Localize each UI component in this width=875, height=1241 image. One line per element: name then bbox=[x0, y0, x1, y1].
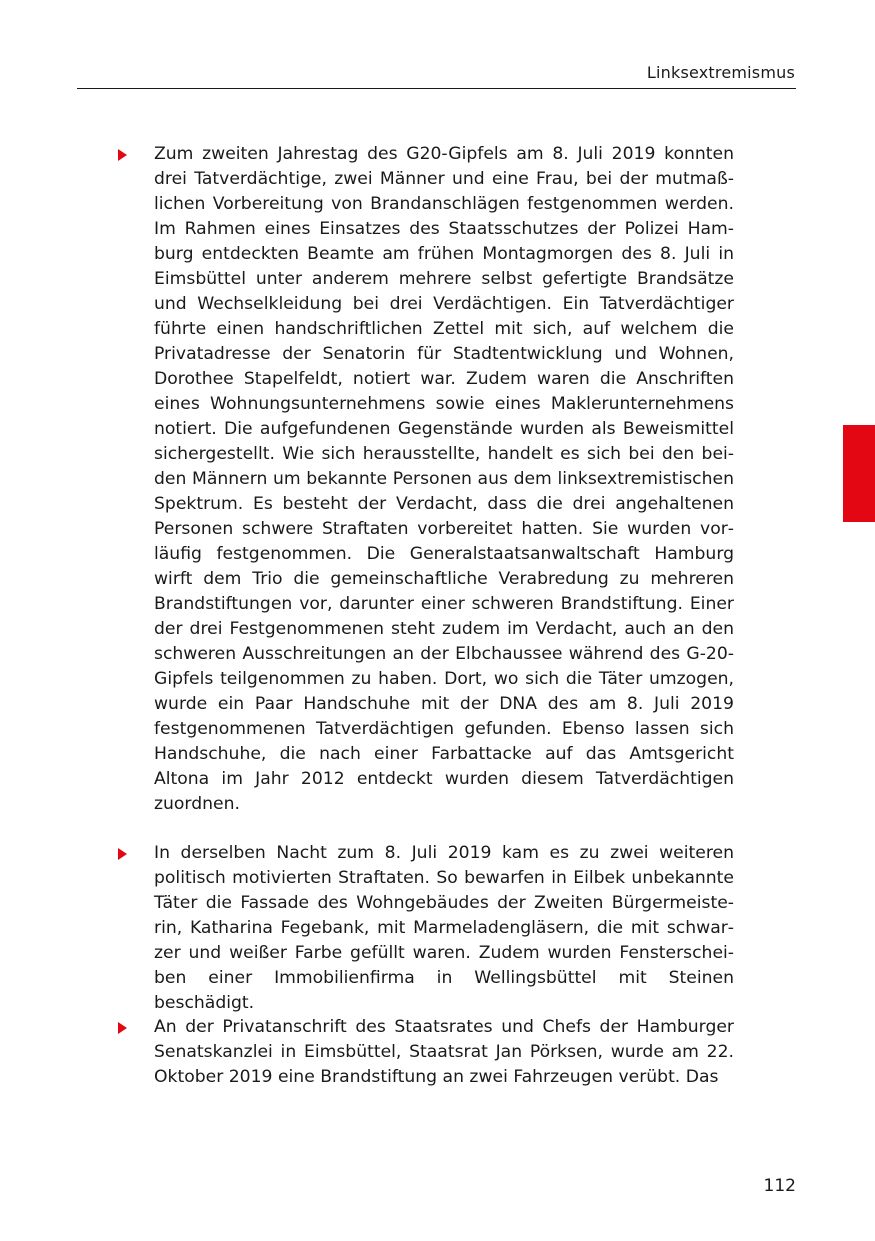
bullet-item bbox=[118, 142, 734, 817]
header-divider bbox=[77, 88, 796, 89]
bullet-item bbox=[118, 841, 734, 1016]
running-header-title: Linksextremismus bbox=[646, 63, 795, 82]
bullet-marker-icon bbox=[118, 1022, 127, 1034]
bullet-paragraph: An der Privatanschrift des Staatsrates und Chefs der Hamburger Senatskanzlei in Eimsbüttel, Staatsrat Jan Pörksen, wurde am 22. Oktober 2019 eine Brandstiftung an zwei Fahrzeugen verübt. Das bbox=[154, 1017, 734, 1087]
bullet-item bbox=[118, 1015, 734, 1090]
bullet-marker-icon bbox=[118, 848, 127, 860]
page-number: 112 bbox=[763, 1176, 796, 1196]
chapter-side-tab bbox=[843, 425, 875, 522]
bullet-paragraph: In derselben Nacht zum 8. Juli 2019 kam es zu zwei weiteren politisch motivierten Straftaten. So bewarfen in Eilbek unbekannte Täter die Fassade des Wohngebäudes der Zweiten Bürgermeisterin, Katharina Fegebank, mit Marmeladengläsern, die mit schwarzer und weißer Farbe gefüllt waren. Zudem wurden Fensterscheiben einer Immobilienfirma in Wellingsbüttel mit Steinen beschädigt. bbox=[154, 843, 734, 1013]
bullet-paragraph: Zum zweiten Jahrestag des G20-Gipfels am 8. Juli 2019 konnten drei Tatverdächtige, zwei Männer und eine Frau, bei der mutmaßlichen Vorbereitung von Brandanschlägen festgenommen werden. Im Rahmen eines Einsatzes des Staatsschutzes der Polizei Hamburg entdeckten Beamte am frühen Montagmorgen des 8. Juli in Eimsbüttel unter anderem mehrere selbst gefertigte Brandsätze und Wechselkleidung bei drei Verdächtigen. Ein Tatverdächtiger führte einen handschriftlichen Zettel mit sich, auf welchem die Privatadresse der Senatorin für Stadtentwicklung und Wohnen, Dorothee Stapelfeldt, notiert war. Zudem waren die Anschriften eines Wohnungsunternehmens sowie eines Maklerunternehmens notiert. Die aufgefundenen Gegenstände wurden als Beweismittel sichergestellt. Wie sich herausstellte, handelt es sich bei den beiden Männern um bekannte Personen aus dem linksextremistischen Spektrum. Es besteht der Verdacht, dass die drei angehaltenen Personen schwere Straftaten vorbereitet hatten. Sie wurden vorläufig festgenommen. Die Generalstaatsanwaltschaft Hamburg wirft dem Trio die gemeinschaftliche Verabredung zu mehreren Brandstiftungen vor, darunter einer schweren Brandstiftung. Einer der drei Festgenommenen steht zudem im Verdacht, auch an den schweren Ausschreitungen an der Elbchaussee während des G-20-Gipfels teilgenommen zu haben. Dort, wo sich die Täter umzogen, wurde ein Paar Handschuhe mit der DNA des am 8. Juli 2019 festgenommenen Tatverdächtigen gefunden. Ebenso lassen sich Handschuhe, die nach einer Farbattacke auf das Amtsgericht Altona im Jahr 2012 entdeckt wurden diesem Tatverdächtigen zuordnen. bbox=[154, 144, 734, 814]
bullet-marker-icon bbox=[118, 149, 127, 161]
